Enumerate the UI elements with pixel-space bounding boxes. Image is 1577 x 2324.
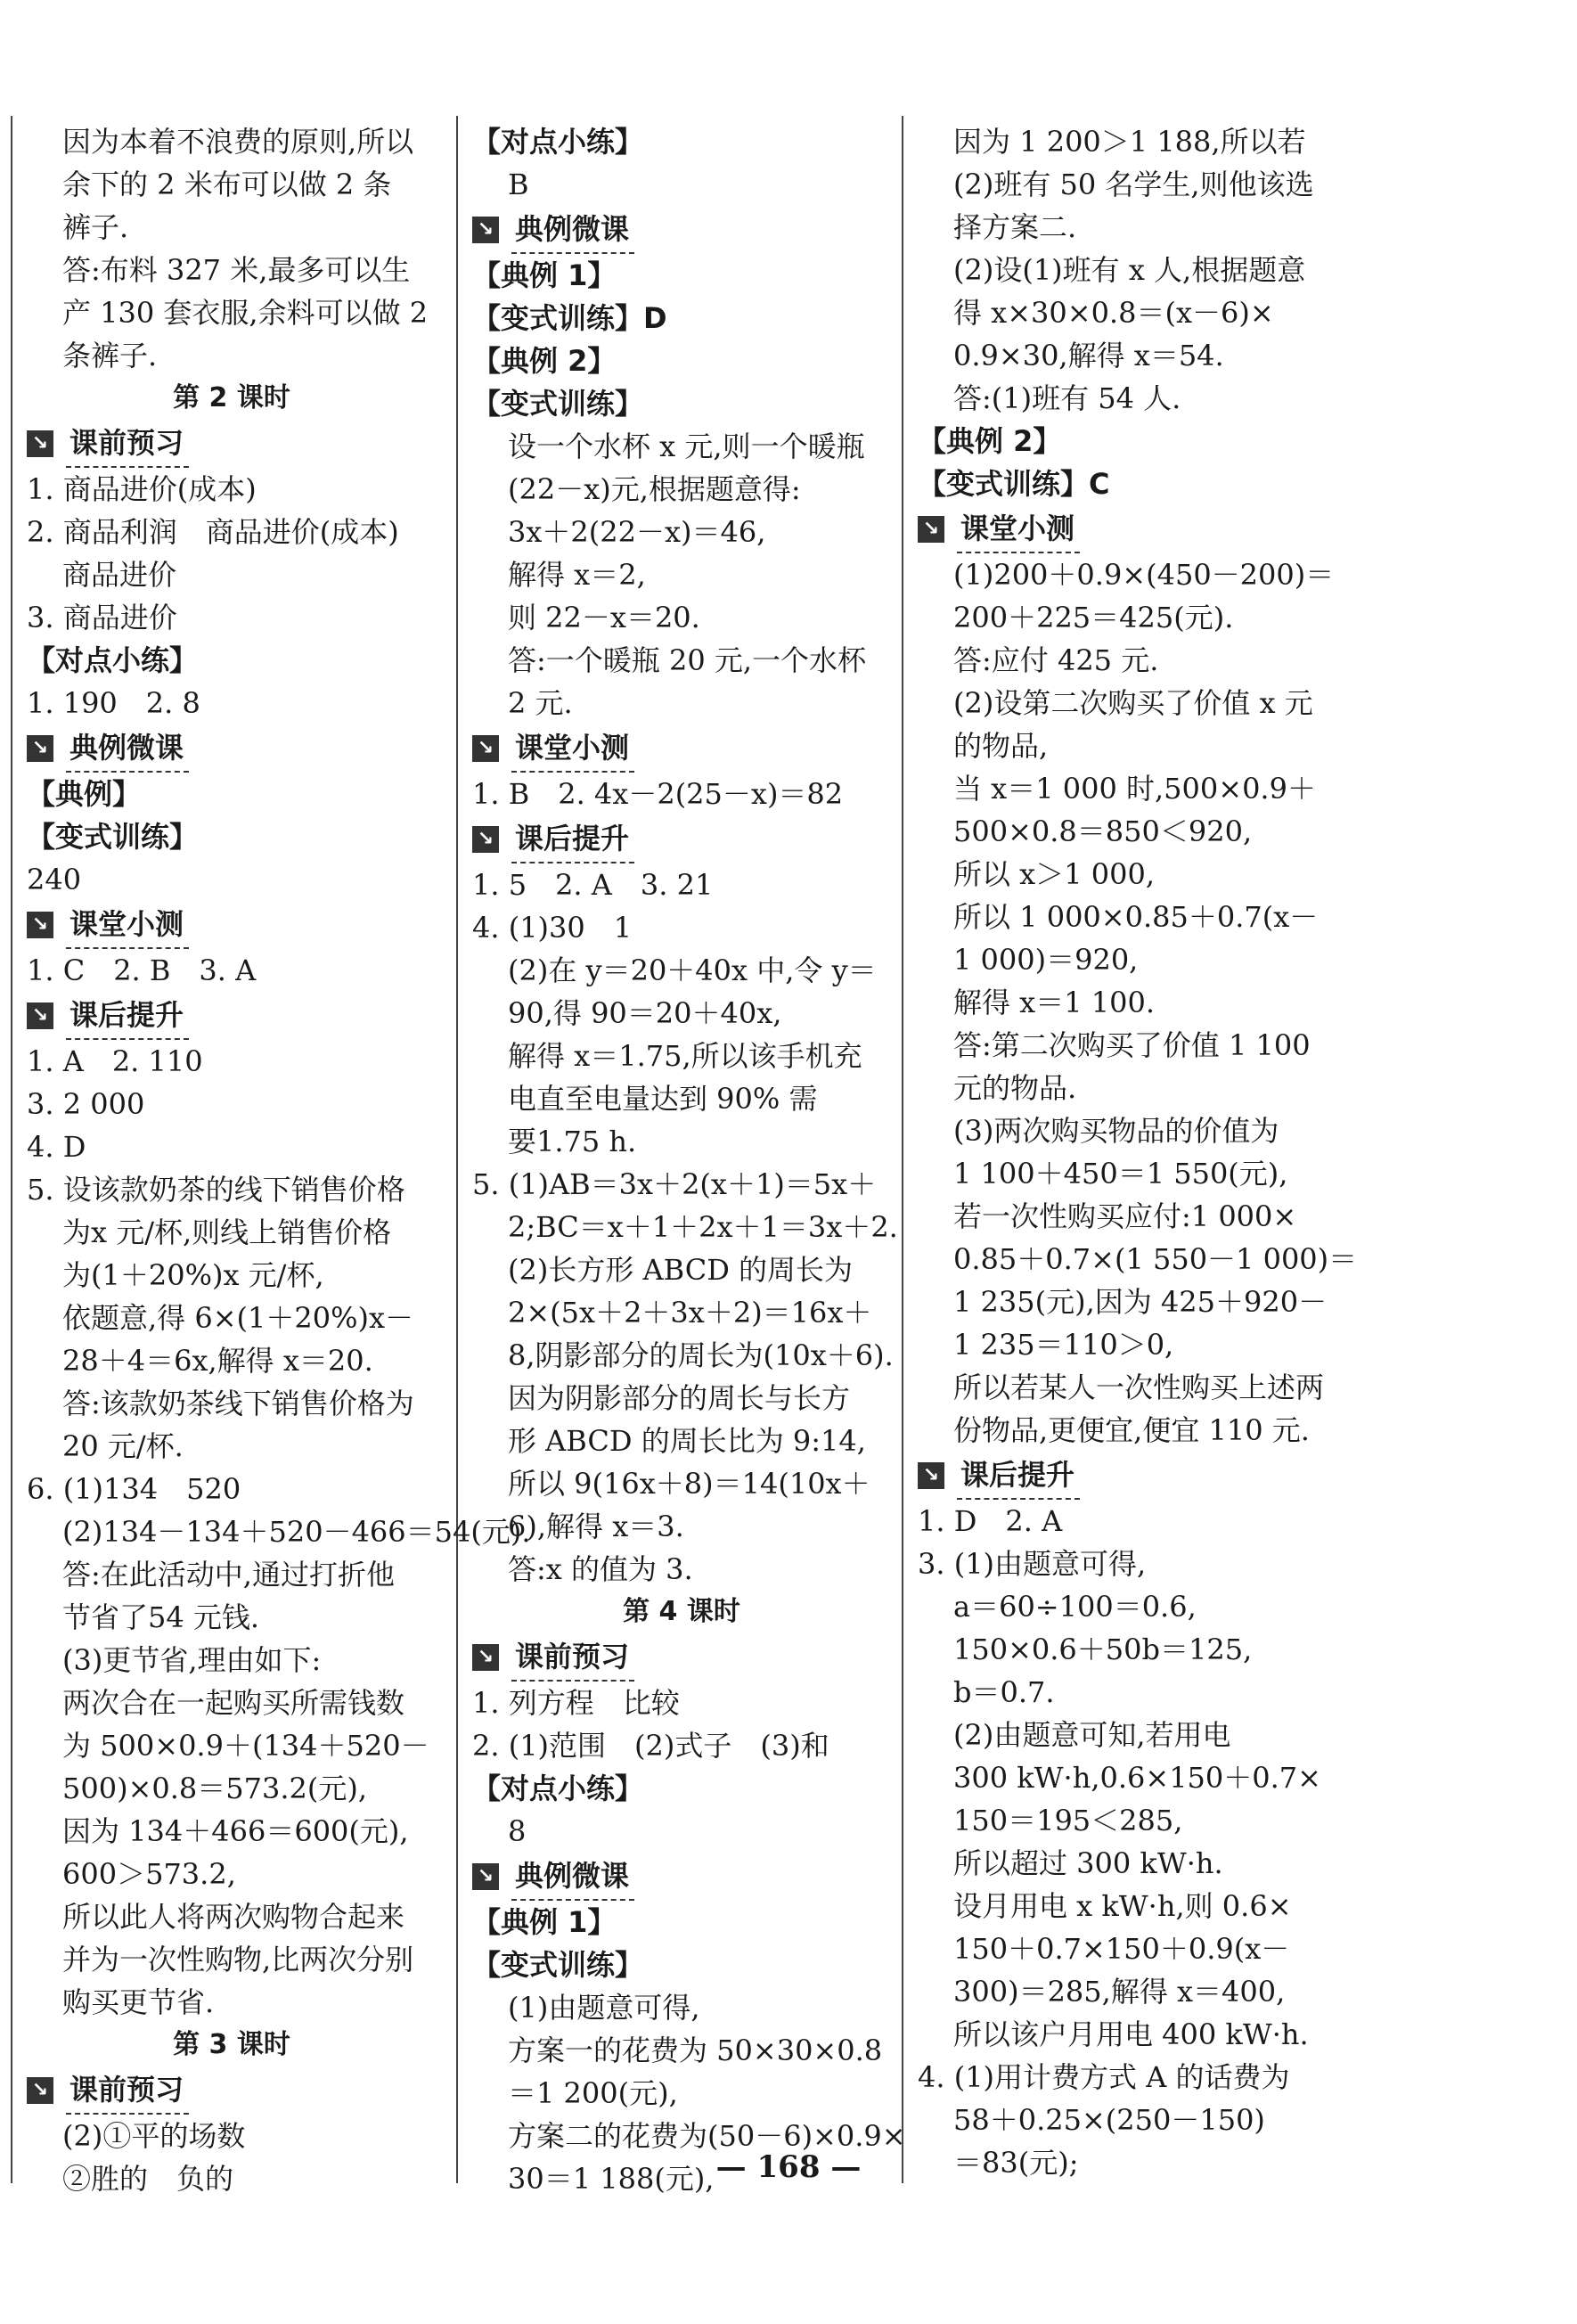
exercise-label: 【典例 2】 <box>918 424 1062 458</box>
answer-line: 产 130 套衣服,余料可以做 2 <box>62 296 429 330</box>
section-arrow-icon: ↘ <box>27 1002 53 1029</box>
answer-line: 1. C 2. B 3. A <box>27 953 257 987</box>
answer-line: 90,得 90＝20＋40x, <box>508 996 782 1030</box>
answer-line: b＝0.7. <box>953 1675 1055 1709</box>
answer-line: 1. 商品进价(成本) <box>27 472 257 506</box>
answer-line: 3. (1)由题意可得, <box>918 1547 1147 1581</box>
answer-line: 1. A 2. 110 <box>27 1044 203 1078</box>
answer-line: 元的物品. <box>953 1071 1077 1105</box>
exercise-label: 【对点小练】 <box>472 1772 644 1805</box>
section-heading-text: 典例微课 <box>66 724 189 773</box>
section-heading <box>472 724 891 773</box>
answer-line: 解得 x＝2, <box>508 558 646 592</box>
answer-line: 300 kW·h,0.6×150＋0.7× <box>953 1761 1321 1795</box>
answer-line: 电直至电量达到 90% 需 <box>508 1082 818 1116</box>
answer-line: 因为本着不浪费的原则,所以 <box>62 125 414 159</box>
answer-line: 答:x 的值为 3. <box>508 1552 693 1586</box>
answer-line: (3)两次购买物品的价值为 <box>953 1114 1279 1148</box>
exercise-label: 【对点小练】 <box>472 125 644 159</box>
answer-line: 1. 列方程 比较 <box>472 1686 680 1720</box>
answer-line: 设月用电 x kW·h,则 0.6× <box>953 1889 1292 1923</box>
answer-line: 所以若某人一次性购买上述两 <box>953 1371 1325 1404</box>
column-rule <box>11 116 12 2183</box>
answer-line: 2 元. <box>508 686 573 720</box>
answer-line: 8 <box>508 1814 527 1848</box>
section-arrow-icon: ↘ <box>27 735 53 762</box>
section-arrow-icon: ↘ <box>472 1863 499 1890</box>
answer-line: 为x 元/杯,则线上销售价格 <box>62 1215 392 1249</box>
answer-line: 6. (1)134 520 <box>27 1472 241 1506</box>
section-arrow-icon: ↘ <box>472 826 499 853</box>
answer-line: 并为一次性购物,比两次分别 <box>62 1943 414 1976</box>
section-heading <box>472 1633 891 1682</box>
answer-line: 150×0.6＋50b＝125, <box>953 1633 1253 1666</box>
section-arrow-icon: ↘ <box>472 1644 499 1671</box>
answer-line: 0.85＋0.7×(1 550－1 000)＝ <box>953 1242 1358 1276</box>
section-arrow-icon: ↘ <box>472 217 499 243</box>
exercise-label: 【典例 1】 <box>472 258 617 292</box>
answer-line: 4. D <box>27 1130 86 1164</box>
section-arrow-icon: ↘ <box>27 430 53 457</box>
section-heading-text: 课堂小测 <box>957 505 1080 553</box>
answer-line: 1 100＋450＝1 550(元), <box>953 1157 1288 1191</box>
exercise-label: 【变式训练】C <box>918 467 1110 501</box>
section-arrow-icon: ↘ <box>27 2077 53 2104</box>
answer-line: ＝83(元); <box>953 2146 1079 2180</box>
answer-line: 20 元/杯. <box>62 1429 184 1463</box>
answer-line: 余下的 2 米布可以做 2 条 <box>62 168 392 201</box>
answer-line: 因为 1 200＞1 188,所以若 <box>953 125 1306 159</box>
answer-line: 1 235(元),因为 425＋920－ <box>953 1285 1328 1319</box>
answer-line: 方案二的花费为(50－6)×0.9× <box>508 2119 906 2153</box>
answer-line: (2)长方形 ABCD 的周长为 <box>508 1253 854 1287</box>
section-heading-text: 课前预习 <box>511 1633 634 1682</box>
lesson-heading: 第 4 课时 <box>623 1596 740 1627</box>
answer-line: 解得 x＝1 100. <box>953 986 1156 1019</box>
answer-line: 所以该户月用电 400 kW·h. <box>953 2017 1309 2051</box>
section-heading <box>472 206 891 254</box>
answer-line: (2)设第二次购买了价值 x 元 <box>953 686 1313 720</box>
answer-line: (3)更节省,理由如下: <box>62 1643 322 1677</box>
answer-line: 所以超过 300 kW·h. <box>953 1846 1223 1880</box>
answer-line: 8,阴影部分的周长为(10x＋6). <box>508 1338 894 1372</box>
answer-line: 4. (1)用计费方式 A 的话费为 <box>918 2060 1290 2094</box>
exercise-label: 【典例 2】 <box>472 344 617 378</box>
answer-line: 2;BC＝x＋1＋2x＋1＝3x＋2. <box>508 1210 898 1244</box>
section-heading <box>27 724 437 773</box>
answer-column-1 <box>27 120 531 2200</box>
answer-line: 150＋0.7×150＋0.9(x－ <box>953 1932 1290 1966</box>
section-heading <box>27 992 437 1040</box>
answer-line: 节省了54 元钱. <box>62 1600 260 1634</box>
answer-line: 商品进价 <box>62 558 177 592</box>
section-heading-text: 课堂小测 <box>66 901 189 949</box>
answer-line: (2)在 y＝20＋40x 中,令 y＝ <box>508 953 877 987</box>
section-heading <box>472 815 891 863</box>
answer-line: 为 500×0.9＋(134＋520－ <box>62 1729 429 1763</box>
answer-line: 裤子. <box>62 210 129 244</box>
answer-line: 240 <box>27 863 82 896</box>
answer-line: 答:该款奶茶线下销售价格为 <box>62 1387 414 1420</box>
answer-line: 答:一个暖瓶 20 元,一个水杯 <box>508 643 867 677</box>
answer-line: (22－x)元,根据题意得: <box>508 472 801 506</box>
section-arrow-icon: ↘ <box>918 516 944 543</box>
column-rule <box>456 116 458 2183</box>
section-heading-text: 课后提升 <box>511 815 634 863</box>
answer-line: 所以 1 000×0.85＋0.7(x－ <box>953 900 1319 934</box>
answer-line: 5. (1)AB＝3x＋2(x＋1)＝5x＋ <box>472 1167 877 1201</box>
exercise-label: 【对点小练】 <box>27 643 199 677</box>
answer-line: (2)134－134＋520－466＝54(元). <box>62 1515 531 1549</box>
section-heading-text: 课堂小测 <box>511 724 634 773</box>
exercise-label: 【变式训练】 <box>472 1948 644 1982</box>
answer-line: 因为阴影部分的周长与长方 <box>508 1381 851 1415</box>
section-arrow-icon: ↘ <box>27 912 53 938</box>
answer-line: 为(1＋20%)x 元/杯, <box>62 1258 324 1292</box>
lesson-heading: 第 3 课时 <box>173 2029 290 2060</box>
answer-line: 的物品, <box>953 729 1049 763</box>
answer-line: 2×(5x＋2＋3x＋2)＝16x＋ <box>508 1296 872 1330</box>
answer-line: 1 000)＝920, <box>953 943 1139 977</box>
answer-line: 所以 x＞1 000, <box>953 857 1156 891</box>
section-heading-text: 课后提升 <box>66 992 189 1040</box>
section-heading-text: 典例微课 <box>511 206 634 254</box>
answer-line: 4. (1)30 1 <box>472 911 633 945</box>
answer-column-3 <box>918 120 1358 2184</box>
answer-line: 解得 x＝1.75,所以该手机充 <box>508 1039 862 1073</box>
answer-line: 1. D 2. A <box>918 1504 1063 1538</box>
answer-line: (1)200＋0.9×(450－200)＝ <box>953 558 1335 592</box>
answer-line: (2)由题意可知,若用电 <box>953 1718 1231 1752</box>
answer-line: 500)×0.8＝573.2(元), <box>62 1772 368 1805</box>
exercise-label: 【变式训练】D <box>472 301 667 335</box>
answer-line: 则 22－x＝20. <box>508 601 700 634</box>
answer-line: 150＝195＜285, <box>953 1804 1183 1837</box>
answer-line: 方案一的花费为 50×30×0.8 <box>508 2034 883 2067</box>
answer-line: 因为 134＋466＝600(元), <box>62 1814 409 1848</box>
answer-line: 1. B 2. 4x－2(25－x)＝82 <box>472 777 844 811</box>
answer-line: a＝60÷100＝0.6, <box>953 1590 1197 1624</box>
answer-line: 3. 2 000 <box>27 1087 145 1121</box>
answer-line: 得 x×30×0.8＝(x－6)× <box>953 296 1274 330</box>
answer-line: 1. 190 2. 8 <box>27 686 200 720</box>
answer-line: 若一次性购买应付:1 000× <box>953 1199 1297 1233</box>
answer-line: 购买更节省. <box>62 1985 215 2019</box>
section-heading <box>27 901 437 949</box>
answer-line: 所以 9(16x＋8)＝14(10x＋ <box>508 1467 870 1501</box>
answer-line: 要1.75 h. <box>508 1125 637 1158</box>
section-heading <box>472 1853 891 1901</box>
answer-line: 500×0.8＝850＜920, <box>953 814 1253 848</box>
section-arrow-icon: ↘ <box>472 735 499 762</box>
section-heading <box>918 1452 1345 1500</box>
section-heading-text: 课前预习 <box>66 2066 189 2115</box>
answer-line: 形 ABCD 的周长比为 9:14, <box>508 1424 866 1458</box>
answer-line: 答:第二次购买了价值 1 100 <box>953 1028 1311 1062</box>
exercise-label: 【变式训练】 <box>27 820 199 854</box>
exercise-label: 【典例 1】 <box>472 1905 617 1939</box>
section-heading-text: 课后提升 <box>957 1452 1080 1500</box>
exercise-label: 【变式训练】 <box>472 387 644 421</box>
answer-line: 2. (1)范围 (2)式子 (3)和 <box>472 1729 829 1763</box>
answer-line: 依题意,得 6×(1＋20%)x－ <box>62 1301 414 1335</box>
answer-line: 择方案二. <box>953 210 1077 244</box>
answer-column-2 <box>472 120 906 2200</box>
answer-line: ＝1 200(元), <box>508 2076 678 2110</box>
answer-line: 两次合在一起购买所需钱数 <box>62 1686 405 1720</box>
answer-line: ②胜的 负的 <box>62 2162 234 2196</box>
answer-line: (2)①平的场数 <box>62 2119 246 2153</box>
section-heading <box>27 420 437 468</box>
section-heading <box>27 2066 437 2115</box>
answer-line: 6),解得 x＝3. <box>508 1510 684 1543</box>
answer-line: 0.9×30,解得 x＝54. <box>953 339 1224 372</box>
section-heading-text: 课前预习 <box>66 420 189 468</box>
page-number: — 168 — <box>715 2149 862 2185</box>
answer-line: 1. 5 2. A 3. 21 <box>472 868 714 902</box>
answer-line: (2)设(1)班有 x 人,根据题意 <box>953 253 1306 287</box>
lesson-heading: 第 2 课时 <box>173 382 290 413</box>
answer-line: 设一个水杯 x 元,则一个暖瓶 <box>508 430 865 463</box>
answer-line: 28＋4＝6x,解得 x＝20. <box>62 1344 373 1378</box>
answer-line: B <box>508 168 529 201</box>
answer-line: 30＝1 188(元), <box>508 2162 715 2196</box>
answer-line: 3x＋2(22－x)＝46, <box>508 515 766 549</box>
answer-line: 答:在此活动中,通过打折他 <box>62 1558 395 1592</box>
answer-line: 1 235＝110＞0, <box>953 1328 1174 1362</box>
answer-line: 答:布料 327 米,最多可以生 <box>62 253 411 287</box>
section-heading <box>918 505 1345 553</box>
answer-line: 200＋225＝425(元). <box>953 601 1234 634</box>
answer-line: 当 x＝1 000 时,500×0.9＋ <box>953 772 1316 806</box>
answer-line: 600＞573.2, <box>62 1857 236 1891</box>
answer-line: 条裤子. <box>62 339 158 372</box>
exercise-label: 【典例】 <box>27 777 142 811</box>
answer-line: (1)由题意可得, <box>508 1991 700 2025</box>
answer-line: 所以此人将两次购物合起来 <box>62 1900 405 1934</box>
answer-line: 答:(1)班有 54 人. <box>953 381 1181 415</box>
column-rule <box>902 116 903 2183</box>
answer-line: 300)＝285,解得 x＝400, <box>953 1975 1286 2009</box>
answer-line: 2. 商品利润 商品进价(成本) <box>27 515 399 549</box>
section-arrow-icon: ↘ <box>918 1462 944 1489</box>
answer-line: 3. 商品进价 <box>27 601 177 634</box>
answer-line: 5. 设该款奶茶的线下销售价格 <box>27 1173 405 1207</box>
answer-line: 答:应付 425 元. <box>953 643 1159 677</box>
answer-line: 58＋0.25×(250－150) <box>953 2103 1265 2137</box>
answer-line: (2)班有 50 名学生,则他该选 <box>953 168 1314 201</box>
answer-line: 份物品,更便宜,便宜 110 元. <box>953 1413 1310 1447</box>
section-heading-text: 典例微课 <box>511 1853 634 1901</box>
